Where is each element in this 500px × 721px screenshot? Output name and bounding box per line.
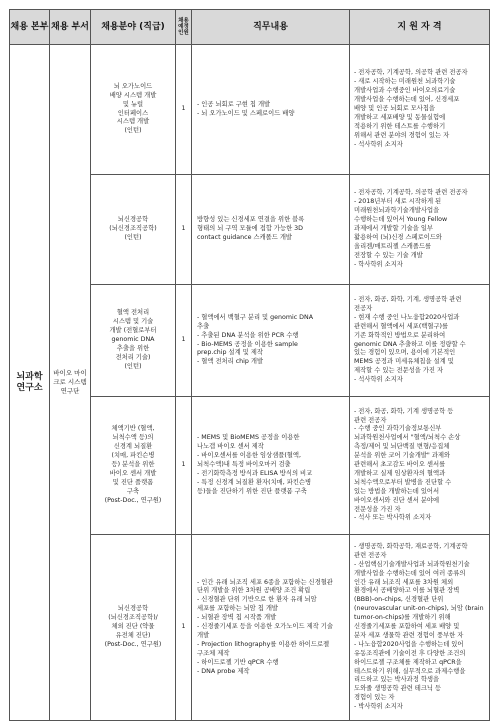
text-line: (neurovascular unit-on-chips), 뇌암 (brain xyxy=(354,605,484,613)
text-line: 뇌척수액)내 특정 바이오마커 검출 xyxy=(197,461,291,469)
duty-cell xyxy=(192,175,350,285)
text-line: 나노갭 바이오 센서 제작 xyxy=(197,443,264,451)
qty-cell: 1 xyxy=(176,285,192,397)
duty-cell xyxy=(192,535,350,721)
text-line: 체외 진단 (약물 xyxy=(111,623,155,631)
text-line: 분자 세포 생물학 관련 경험이 풍부한 자 xyxy=(354,631,464,639)
text-line: 뇌신경공학 xyxy=(117,605,149,613)
text-line: - 신경혈관 단위 기반으로 한 환자 유래 뇌암 xyxy=(197,596,317,604)
text-line: 도와줄 생명공학 관련 테크닉 등 xyxy=(354,685,442,693)
text-line: - 석사학위 소지자 xyxy=(354,376,403,384)
text-line: - 혈액 전처리 chip 개발 xyxy=(197,358,264,366)
text-line: 배양 시스템 개발 xyxy=(109,91,157,99)
text-line: - DNA probe 제작 xyxy=(197,667,250,675)
text-line: (인턴) xyxy=(124,362,142,370)
text-line: 기존 화학적인 방법으로 분리하여 xyxy=(354,331,446,339)
text-line: 분석을 위한 코어 기술개발" 과제와 xyxy=(354,452,451,460)
text-line: (인턴) xyxy=(124,233,142,241)
text-line: - 인공 뇌회로 구현 칩 개발 xyxy=(197,100,271,108)
qualification-cell xyxy=(350,175,490,285)
text-line: 바이오센서와 진단 센서 분야에 xyxy=(354,496,440,504)
text-line: 미래원천뇌과학기술개발사업을 xyxy=(354,207,440,215)
text-line: - 박사학위 소지자 xyxy=(354,703,403,711)
text-line: 위해서 관련 분야의 경험이 있는 자 xyxy=(354,131,450,139)
text-line: - MEMS 및 BioMEMS 공정을 이용한 xyxy=(197,434,300,442)
text-line: 있는 방법을 개발하는데 있어서 xyxy=(354,487,440,495)
text-line: 인간 유래 뇌조직 세포를 3차원 체외 xyxy=(354,578,454,586)
text-line: 신경줄기세포를 포함하여 세포 배양 및 xyxy=(354,623,460,631)
field-cell xyxy=(91,45,176,175)
field-cell xyxy=(91,397,176,535)
text-line: 관련해서 초고감도 바이오 센서를 xyxy=(354,461,446,469)
text-line: 개발사업을 수행하는데 있어 여러 종류의 xyxy=(354,569,466,577)
text-line: - 인간 유래 뇌조직 세포 6종을 포함하는 신경혈관 xyxy=(197,578,333,586)
org-cell: 뇌과학 연구소 xyxy=(10,45,50,721)
text-line: 리드하고 있는 박사과정 학생을 xyxy=(354,676,440,684)
text-line: 추출 xyxy=(197,322,210,330)
text-line: 개발 xyxy=(197,631,210,639)
text-line: 등)들을 진단하기 위한 진단 플랫폼 구축 xyxy=(197,487,307,495)
field-cell xyxy=(91,535,176,721)
text-line: 뇌과학원천사업에서 "혈액/뇌척수 손상 xyxy=(354,434,461,442)
text-line: - 전자공학, 기계공학, 의공학 관련 전공자 xyxy=(354,69,468,77)
text-line: 전처리 기술) xyxy=(115,353,151,361)
qty-cell: 1 xyxy=(176,397,192,535)
text-line: contact guidance 스캐폴드 개발 xyxy=(197,233,292,241)
text-line: 관련 전공자 xyxy=(354,416,387,424)
text-line: 유전체 진단) xyxy=(115,631,151,639)
text-line: (뇌신경조직공학)/ xyxy=(108,614,158,622)
dept-cell: 바이오 마이크로 시스템 연구단 xyxy=(50,45,91,721)
text-line: - 2018년부터 새로 시작하게 된 xyxy=(354,198,442,206)
text-line: 구조체 제작 xyxy=(197,649,230,657)
duty-cell xyxy=(192,397,350,535)
text-line: 측정/제어 및 뇌단백질 변형/응집체 xyxy=(354,443,450,451)
header-duty: 직무내용 xyxy=(192,10,350,45)
text-line: 수행하는데 있어서 Young Fellow xyxy=(354,216,448,224)
text-line: - 석사학위 소지자 xyxy=(354,140,403,148)
text-line: 적용하기 위한 테스트를 수행하기 xyxy=(354,122,446,130)
text-line: - 전자, 화공, 화학, 기계 생명공학 등 xyxy=(354,407,454,415)
text-line: 형태의 뇌 구역 모듈에 접합 가능한 3D xyxy=(197,225,304,233)
text-line: 경험이 있는 자 xyxy=(354,694,395,702)
text-line: 개발하고 세포배양 및 동물실험에 xyxy=(354,113,446,121)
text-line: - 생명공학, 화학공학, 재료공학, 기계공학 xyxy=(354,542,468,550)
text-line: 전공자 xyxy=(354,304,373,312)
text-line: MEMS 공정과 미세유체칩을 설계 및 xyxy=(354,358,454,366)
text-line: - 학사학위 소지자 xyxy=(354,260,403,268)
duty-cell xyxy=(192,45,350,175)
text-line: - 바이오센서를 이용한 임상샘플(혈액, xyxy=(197,452,301,460)
text-line: 구축 xyxy=(126,487,140,495)
text-line: - 전자, 화공, 화학, 기계, 생명공학 관련 xyxy=(354,295,462,303)
text-line: 방향성 있는 신경세포 연결을 위한 블록 xyxy=(197,216,305,224)
text-line: 뇌신경공학 xyxy=(117,216,149,224)
text-line: - 추출된 DNA 분석을 위한 PCR 수행 xyxy=(197,331,299,339)
header-qty: 채용 예정 인원 xyxy=(176,10,192,45)
recruitment-table xyxy=(9,9,490,721)
text-line: 개발 (전혈로부터 xyxy=(109,327,157,335)
field-cell xyxy=(91,175,176,285)
qualification-cell xyxy=(350,45,490,175)
field-cell xyxy=(91,285,176,397)
text-line: 시스템 및 기술 xyxy=(112,318,154,326)
text-line: - 현재 수행 중인 나노융합2020사업과 xyxy=(354,313,460,321)
text-line: 신경계 뇌질환 xyxy=(113,443,153,451)
text-line: - 석사 또는 박사학위 소지자 xyxy=(354,514,432,522)
text-line: 전문성을 가진 자 xyxy=(354,505,401,513)
text-line: genomic DNA xyxy=(111,336,155,344)
header-field: 채용분야 (직급) xyxy=(91,10,176,45)
qty-cell: 1 xyxy=(176,45,192,175)
text-line: 뇌척수액 등)의 xyxy=(112,434,154,442)
qty-cell: 1 xyxy=(176,175,192,285)
text-line: (Post-Doc., 연구원) xyxy=(104,496,162,504)
text-line: 뇌 오가노이드 xyxy=(113,82,153,90)
text-line: 세포를 포함하는 뇌암 칩 개발 xyxy=(197,605,278,613)
text-line: 있는 경험이 있으며, 용이에 기본적인 xyxy=(354,349,456,357)
text-line: - 혈액에서 백혈구 분리 및 genomic DNA xyxy=(197,313,314,321)
text-line: 유동조직관에 기술이전 후 다양한 조건의 xyxy=(354,649,466,657)
qualification-cell xyxy=(350,535,490,721)
text-line: 단위 개발을 위한 3차원 공배양 조건 확립 xyxy=(197,587,311,595)
text-line: 개발사업을 수행하는데 있어, 신경세포 xyxy=(354,96,460,104)
text-line: (BBB)-on-chips, 신경혈관 단위 xyxy=(354,596,444,604)
text-line: - 뇌혈관 장벽 칩 시작품 개발 xyxy=(197,614,277,622)
text-line: - 특정 신경계 뇌질환 환자(치매, 파킨슨병 xyxy=(197,478,312,486)
text-line: (치매, 파킨슨병 xyxy=(111,452,155,460)
qty-cell: 1 xyxy=(176,535,192,721)
text-line: - 전기화학측정 방식과 ELISA 방식의 비교 xyxy=(197,469,313,477)
text-line: 테스트하기 위해, 실무적으로 과제수행을 xyxy=(354,667,466,675)
text-line: - Projection lithography를 이용한 하이드로젤 xyxy=(197,640,330,648)
text-line: 전장할 수 있는 기술 개발 xyxy=(354,251,423,259)
text-line: 배양 및 인공 뇌회로 모사칩을 xyxy=(354,105,435,113)
text-line: 시스템 개발 xyxy=(116,118,150,126)
text-line: genomic DNA 추출하고 이를 정량할 수 xyxy=(354,340,466,348)
text-line: - 하이드로젤 기반 qPCR 수행 xyxy=(197,658,279,666)
table-row xyxy=(10,45,490,175)
text-line: 혈액 전처리 xyxy=(116,309,150,317)
text-line: - 수행 중인 과학기술정보통신부 xyxy=(354,425,442,433)
text-line: prep.chip 설계 및 제작 xyxy=(197,349,263,357)
table-header-row xyxy=(10,10,490,45)
text-line: - 새로 시작하는 미래원천 뇌과학기술 xyxy=(354,78,456,86)
text-line: 개발사업과 수행중인 바이오의료기술 xyxy=(354,87,456,95)
header-qualification: 지 원 자 격 xyxy=(350,10,490,45)
text-line: - 전자공학, 기계공학, 의공학 관련 전공자 xyxy=(354,189,468,197)
text-line: (인턴) xyxy=(124,127,142,135)
text-line: - 나노융합2020사업을 수행하는데 있어 xyxy=(354,640,464,648)
text-line: - 신경줄기세포 등을 이용한 오가노이드 제작 기술 xyxy=(197,623,333,631)
text-line: - 뇌 오가노이드 및 스페로이드 배양 xyxy=(197,109,295,117)
text-line: (Post-Doc., 연구원) xyxy=(104,640,162,648)
text-line: 관련해서 혈액에서 세포(백혈구)를 xyxy=(354,322,449,330)
text-line: 뇌척수액으로부터 발병을 진단할 수 xyxy=(354,478,452,486)
qualification-cell xyxy=(350,397,490,535)
text-line: 바이오 센서 개발 xyxy=(109,469,157,477)
text-line: - Bio-MEMS 공정을 이용한 sample xyxy=(197,340,298,348)
qualification-cell xyxy=(350,285,490,397)
text-line: 인터페이스 xyxy=(117,109,149,117)
text-line: - 산업핵심기술개발사업과 뇌과학원천기술 xyxy=(354,560,470,568)
text-line: 활용하여 (뇌)신경 스페로이드와 xyxy=(354,233,442,241)
text-line: 및 진단 플랫폼 xyxy=(112,478,154,486)
text-line: tumor-on-chips)를 개발하기 위해 xyxy=(354,614,451,622)
text-line: 등) 분석을 위한 xyxy=(111,461,155,469)
text-line: 체액기반 (혈액, xyxy=(111,425,155,433)
text-line: 및 뉴럴 xyxy=(122,100,144,108)
text-line: (뇌신경조직공학) xyxy=(109,225,157,233)
text-line: 환경에서 공배양하고 이를 뇌혈관 장벽 xyxy=(354,587,460,595)
text-line: 올리젠/매트리젤 스캐폴드를 xyxy=(354,242,432,250)
header-dept: 채용 부서 xyxy=(50,10,91,45)
text-line: 과제에서 개발할 기술을 일부 xyxy=(354,225,433,233)
text-line: 개발하고 실제 임상환자의 혈액과 xyxy=(354,469,446,477)
header-org: 채용 본부 xyxy=(10,10,50,45)
text-line: 관련 전공자 xyxy=(354,551,387,559)
text-line: 하이드로젤 구조체를 제작하고 qPCR을 xyxy=(354,658,462,666)
text-line: 제작할 수 있는 전문성을 가진 자 xyxy=(354,367,444,375)
duty-cell xyxy=(192,285,350,397)
text-line: 추출을 위한 xyxy=(116,344,150,352)
